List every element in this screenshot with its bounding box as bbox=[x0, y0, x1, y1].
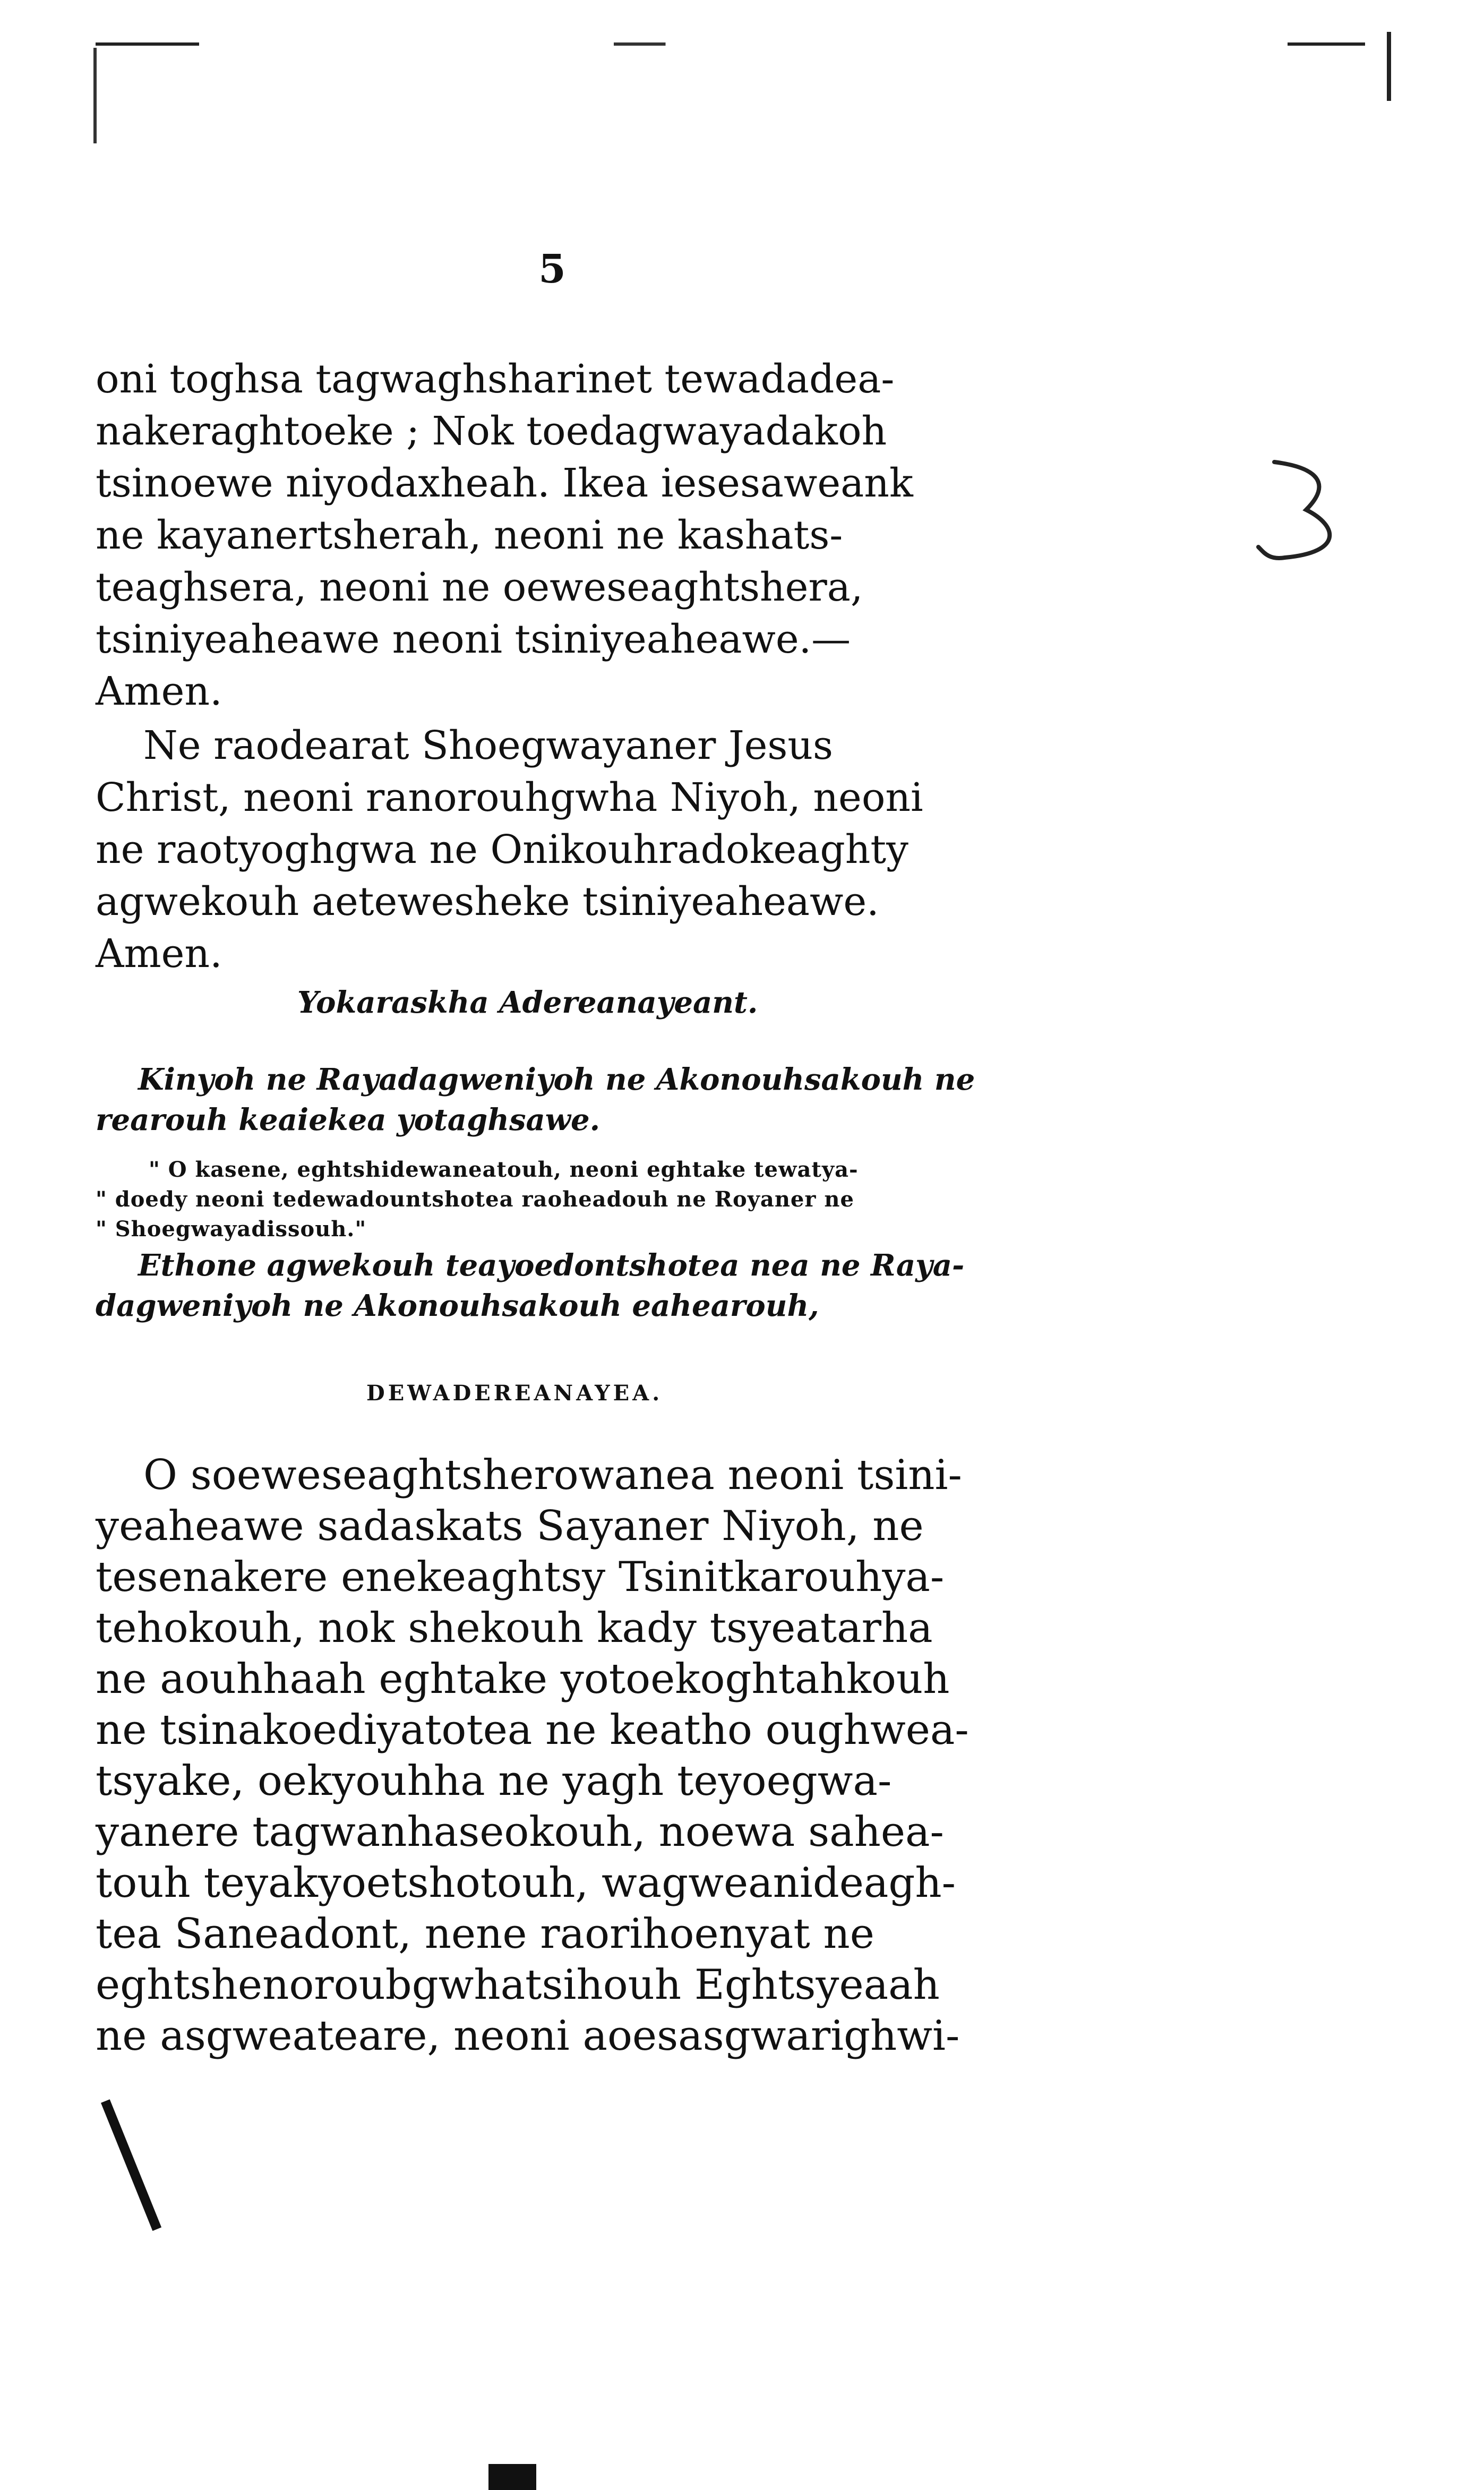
ink-blot bbox=[488, 2464, 536, 2490]
scan-edge-left bbox=[93, 48, 97, 143]
pencil-mark-icon bbox=[1253, 451, 1359, 579]
section-heading: Yokaraskha Adereanayeant. bbox=[297, 985, 758, 1020]
ink-stroke bbox=[101, 2099, 161, 2231]
quote-block bbox=[96, 1155, 988, 1244]
text-line: ne raotyoghgwa ne Onikouhradokeaghty bbox=[96, 827, 908, 872]
paragraph-3 bbox=[96, 1450, 988, 2061]
text-line: ne aouhhaah eghtake yotoekoghtahkouh bbox=[96, 1655, 950, 1703]
rubric-line: Ethone agwekouh teayoedontshotea nea ne Raya- bbox=[138, 1248, 965, 1283]
text-line: ne asgweateare, neoni aoesasgwarighwi- bbox=[96, 2012, 960, 2060]
paragraph-1 bbox=[96, 353, 988, 717]
text-line: teaghsera, neoni ne oeweseaghtshera, bbox=[96, 564, 863, 610]
text-line: yanere tagwanhaseokouh, noewa sahea- bbox=[96, 1808, 944, 1856]
text-line: ne tsinakoediyatotea ne keatho oughwea- bbox=[96, 1706, 969, 1754]
rubric-line: Kinyoh ne Rayadagweniyoh ne Akonouhsakouh ne bbox=[138, 1062, 975, 1097]
rubric-line: dagweniyoh ne Akonouhsakouh eahearouh, bbox=[96, 1288, 819, 1323]
text-line: Amen. bbox=[96, 931, 222, 977]
text-line: tesenakere enekeaghtsy Tsinitkarouhya- bbox=[96, 1553, 945, 1601]
text-line: Amen. bbox=[96, 669, 222, 714]
text-line: touh teyakyoetshotouh, wagweanideagh- bbox=[96, 1859, 956, 1907]
subheading: DEWADEREANAYEA. bbox=[366, 1381, 663, 1406]
text-line: O soeweseaghtsherowanea neoni tsini- bbox=[143, 1451, 962, 1499]
rubric-1 bbox=[96, 1059, 988, 1140]
rubric-2 bbox=[96, 1245, 988, 1326]
quote-line: " Shoegwayadissouh." bbox=[96, 1217, 367, 1242]
page-number: 5 bbox=[538, 246, 566, 292]
text-line: tea Saneadont, nene raorihoenyat ne bbox=[96, 1910, 874, 1958]
text-line: tsinoewe niyodaxheah. Ikea iesesaweank bbox=[96, 460, 913, 506]
quote-line: " doedy neoni tedewadountshotea raoheadouh ne Royaner ne bbox=[96, 1187, 854, 1212]
text-line: eghtshenoroubgwhatsihouh Eghtsyeaah bbox=[96, 1961, 940, 2009]
quote-line: " O kasene, eghtshidewaneatouh, neoni eghtake tewatya- bbox=[149, 1157, 859, 1182]
text-line: Ne raodearat Shoegwayaner Jesus bbox=[143, 723, 834, 768]
text-line: yeaheawe sadaskats Sayaner Niyoh, ne bbox=[96, 1502, 924, 1550]
text-line: tehokouh, nok shekouh kady tsyeatarha bbox=[96, 1604, 933, 1652]
text-line: tsiniyeaheawe neoni tsiniyeaheawe.— bbox=[96, 617, 851, 662]
scan-edge-right bbox=[1387, 32, 1391, 101]
rubric-line: rearouh keaiekea yotaghsawe. bbox=[96, 1102, 601, 1137]
paragraph-2 bbox=[96, 720, 988, 980]
text-line: agwekouh aetewesheke tsiniyeaheawe. bbox=[96, 879, 879, 925]
text-line: nakeraghtoeke ; Nok toedagwayadakoh bbox=[96, 408, 887, 454]
text-line: oni toghsa tagwaghsharinet tewadadea- bbox=[96, 356, 895, 402]
text-line: tsyake, oekyouhha ne yagh teyoegwa- bbox=[96, 1757, 892, 1805]
text-line: Christ, neoni ranorouhgwha Niyoh, neoni bbox=[96, 775, 923, 820]
text-line: ne kayanertsherah, neoni ne kashats- bbox=[96, 512, 843, 558]
scan-edge-top bbox=[96, 42, 1391, 46]
